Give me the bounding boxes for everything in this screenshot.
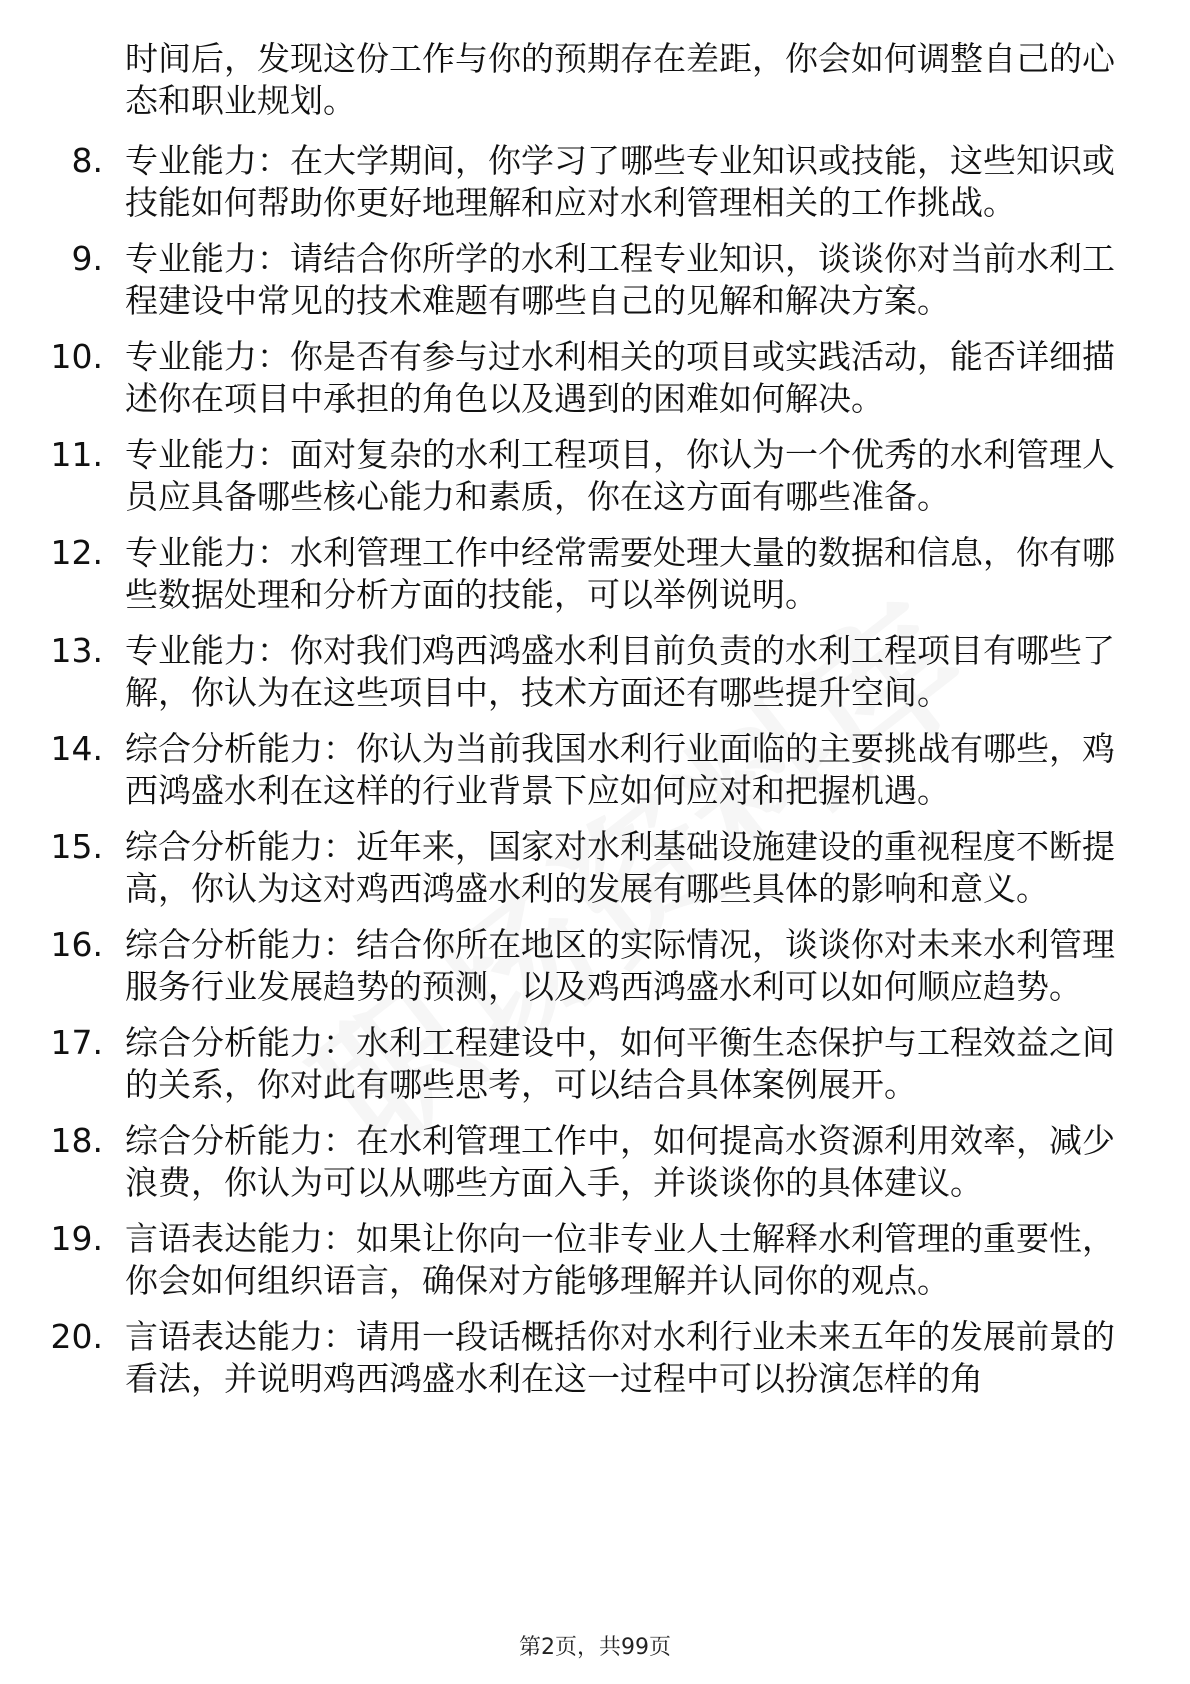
continuation-paragraph: 时间后，发现这份工作与你的预期存在差距，你会如何调整自己的心态和职业规划。 <box>125 39 1115 120</box>
list-item <box>0 1316 1190 1400</box>
question-text: 综合分析能力：在水利管理工作中，如何提高水资源利用效率，减少浪费，你认为可以从哪些方面入手，并谈谈你的具体建议。 <box>125 1121 1115 1202</box>
question-text: 专业能力：在大学期间，你学习了哪些专业知识或技能，这些知识或技能如何帮助你更好地理解和应对水利管理相关的工作挑战。 <box>125 141 1115 222</box>
page-footer: 第2页，共99页 <box>519 1635 671 1660</box>
list-item <box>0 238 1190 322</box>
question-number: 15. <box>50 827 103 866</box>
question-text: 综合分析能力：结合你所在地区的实际情况，谈谈你对未来水利管理服务行业发展趋势的预测，以及鸡西鸿盛水利可以如何顺应趋势。 <box>125 925 1115 1006</box>
list-item <box>0 1022 1190 1106</box>
question-number: 8. <box>71 141 103 180</box>
question-number: 19. <box>50 1219 103 1258</box>
list-item <box>0 336 1190 420</box>
question-number: 16. <box>50 925 103 964</box>
question-text: 专业能力：水利管理工作中经常需要处理大量的数据和信息，你有哪些数据处理和分析方面的技能，可以举例说明。 <box>125 533 1115 614</box>
question-number: 14. <box>50 729 103 768</box>
question-number: 10. <box>50 337 103 376</box>
question-text: 专业能力：你对我们鸡西鸿盛水利目前负责的水利工程项目有哪些了解，你认为在这些项目中，技术方面还有哪些提升空间。 <box>125 631 1115 712</box>
question-number: 12. <box>50 533 103 572</box>
question-text: 综合分析能力：近年来，国家对水利基础设施建设的重视程度不断提高，你认为这对鸡西鸿盛水利的发展有哪些具体的影响和意义。 <box>125 827 1115 908</box>
document-content <box>0 38 1190 1414</box>
list-item <box>0 140 1190 224</box>
question-number: 9. <box>71 239 103 278</box>
question-number: 11. <box>50 435 103 474</box>
question-number: 18. <box>50 1121 103 1160</box>
question-text: 专业能力：请结合你所学的水利工程专业知识，谈谈你对当前水利工程建设中常见的技术难题有哪些自己的见解和解决方案。 <box>125 239 1115 320</box>
question-number: 13. <box>50 631 103 670</box>
question-number: 17. <box>50 1023 103 1062</box>
list-item <box>0 434 1190 518</box>
question-text: 言语表达能力：如果让你向一位非专业人士解释水利管理的重要性，你会如何组织语言，确保对方能够理解并认同你的观点。 <box>125 1219 1115 1300</box>
question-text: 综合分析能力：水利工程建设中，如何平衡生态保护与工程效益之间的关系，你对此有哪些思考，可以结合具体案例展开。 <box>125 1023 1115 1104</box>
question-text: 言语表达能力：请用一段话概括你对水利行业未来五年的发展前景的看法，并说明鸡西鸿盛水利在这一过程中可以扮演怎样的角 <box>125 1317 1115 1398</box>
list-item <box>0 1218 1190 1302</box>
question-text: 综合分析能力：你认为当前我国水利行业面临的主要挑战有哪些，鸡西鸿盛水利在这样的行业背景下应如何应对和把握机遇。 <box>125 729 1115 810</box>
list-item <box>0 1120 1190 1204</box>
list-item <box>0 924 1190 1008</box>
list-item <box>0 826 1190 910</box>
list-item <box>0 532 1190 616</box>
question-text: 专业能力：面对复杂的水利工程项目，你认为一个优秀的水利管理人员应具备哪些核心能力和素质，你在这方面有哪些准备。 <box>125 435 1115 516</box>
question-list <box>0 140 1190 1400</box>
list-item <box>0 630 1190 714</box>
question-number: 20. <box>50 1317 103 1356</box>
question-text: 专业能力：你是否有参与过水利相关的项目或实践活动，能否详细描述你在项目中承担的角色以及遇到的困难如何解决。 <box>125 337 1115 418</box>
list-item <box>0 728 1190 812</box>
